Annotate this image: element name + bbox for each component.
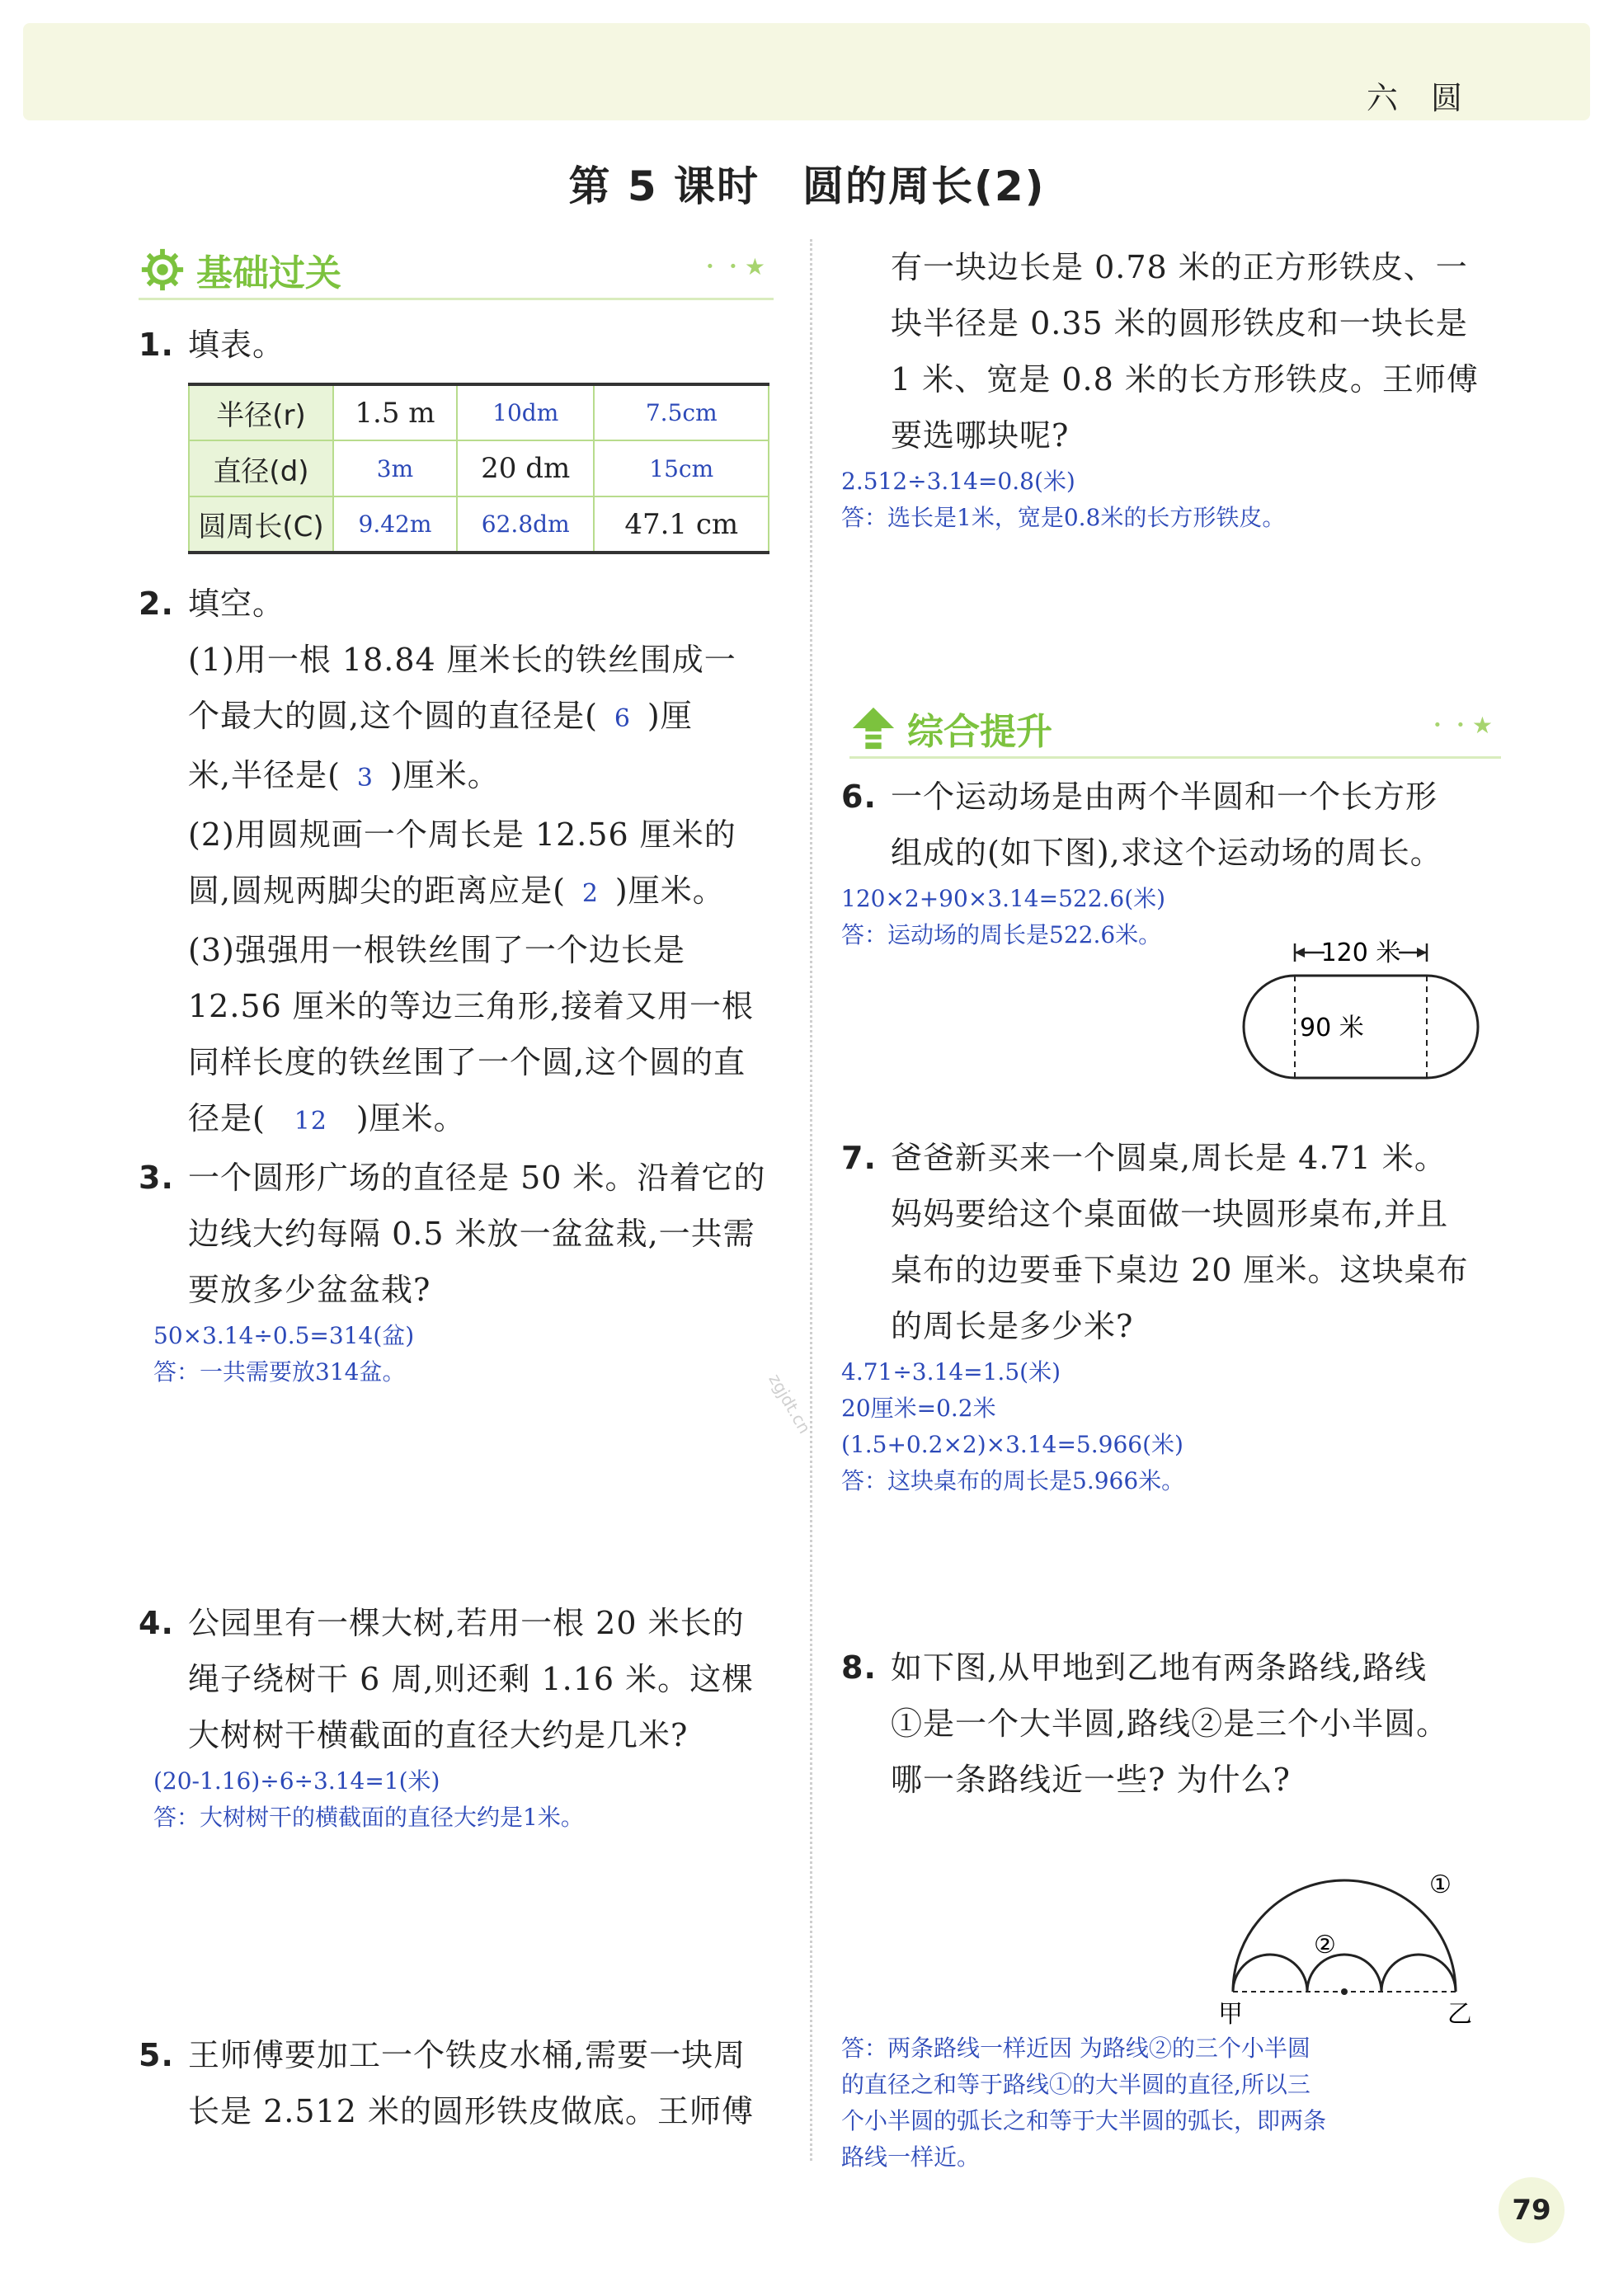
problem-4 <box>139 1595 774 1763</box>
text-line: 一个圆形广场的直径是 50 米。沿着它的 <box>188 1160 766 1196</box>
gear-icon <box>139 246 186 294</box>
text-line: ①是一个大半圆,路线②是三个小半圆。 <box>891 1706 1449 1742</box>
answer-line: 个小半圆的弧长之和等于大半圆的弧长，即两条 <box>841 2107 1327 2134</box>
problem-number: 8. <box>841 1649 877 1686</box>
problem-number: 3. <box>139 1160 174 1196</box>
text-segment: 圆,圆规两脚尖的距离应是( <box>188 873 566 909</box>
section-advanced-header <box>849 698 1501 759</box>
blank-answer: 2 <box>581 879 599 908</box>
routes-figure <box>1208 1864 1480 2029</box>
section-basic-header <box>139 239 774 300</box>
answer-line: (1.5+0.2×2)×3.14=5.966(米) <box>841 1431 1183 1458</box>
star-icon: ・・★ <box>698 253 765 280</box>
text-segment: )厘米。 <box>614 873 725 909</box>
text-line: (2)用圆规画一个周长是 12.56 厘米的 <box>188 816 736 853</box>
answer-line: 50×3.14÷0.5=314(盆) <box>153 1322 415 1349</box>
text-line: 一个运动场是由两个半圆和一个长方形 <box>891 779 1438 815</box>
problem-number: 4. <box>139 1605 174 1641</box>
row-label: 圆周长(C) <box>189 496 333 553</box>
end-point-label: 乙 <box>1447 2000 1472 2029</box>
text-line: 要选哪块呢? <box>891 417 1070 454</box>
answer-line: (20-1.16)÷6÷3.14=1(米) <box>153 1767 440 1795</box>
track-length-label: 120 米 <box>1320 939 1401 967</box>
column-divider <box>810 239 812 2161</box>
text-line: 有一块边长是 0.78 米的正方形铁皮、一 <box>891 249 1468 285</box>
problem-6 <box>841 769 1501 881</box>
table-cell: 47.1 cm <box>594 496 769 553</box>
blank-answer: 12 <box>294 1107 327 1136</box>
star-icon: ・・★ <box>1425 712 1493 739</box>
text-line: (3)强强用一根铁丝围了一个边长是 <box>188 932 685 968</box>
table-cell: 1.5 m <box>333 384 457 440</box>
section-basic-label: 基础过关 <box>196 252 341 294</box>
table-cell: 20 dm <box>457 440 595 496</box>
page-title: 第 5 课时 圆的周长(2) <box>568 162 1046 210</box>
text-segment: )厘米。 <box>355 1100 466 1136</box>
answer-7 <box>841 1354 1501 1499</box>
problem-3 <box>139 1150 774 1318</box>
center-dot <box>1341 1988 1348 1995</box>
section-advanced-label: 综合提升 <box>907 711 1052 753</box>
text-line: 同样长度的铁丝围了一个圆,这个圆的直 <box>188 1044 746 1080</box>
answer-line: 答：选长是1米，宽是0.8米的长方形铁皮。 <box>841 504 1286 531</box>
text-line: 桌布的边要垂下桌边 20 厘米。这块桌布 <box>891 1252 1469 1288</box>
text-line <box>188 1090 774 1150</box>
text-line: 要放多少盆盆栽? <box>188 1272 431 1308</box>
header-band <box>23 23 1590 120</box>
text-line: 1 米、宽是 0.8 米的长方形铁皮。王师傅 <box>891 361 1479 398</box>
text-line: (1)用一根 18.84 厘米长的铁丝围成一 <box>188 642 736 678</box>
table-cell-answer: 10dm <box>457 384 595 440</box>
route-1-label: ① <box>1429 1870 1452 1899</box>
problem-number: 7. <box>841 1140 877 1176</box>
answer-line: 答：两条路线一样近因 为路线②的三个小半圆 <box>841 2035 1310 2062</box>
problem-1 <box>139 317 774 373</box>
watermark: zgjdt.cn <box>765 1370 815 1437</box>
text-line: 妈妈要给这个桌面做一块圆形桌布,并且 <box>891 1196 1449 1232</box>
chapter-tag: 六 圆 <box>1366 80 1474 116</box>
row-label: 直径(d) <box>189 440 333 496</box>
text-line: 如下图,从甲地到乙地有两条路线,路线 <box>891 1649 1428 1686</box>
answer-line: 20厘米=0.2米 <box>841 1395 996 1422</box>
row-label: 半径(r) <box>189 384 333 440</box>
start-point-label: 甲 <box>1218 2000 1243 2029</box>
text-segment: 径是( <box>188 1100 266 1136</box>
table-cell-answer: 3m <box>333 440 457 496</box>
text-line: 王师傅要加工一个铁皮水桶,需要一块周 <box>188 2037 746 2073</box>
problem-text: 填表。 <box>188 327 285 363</box>
table-row <box>189 384 769 440</box>
answer-3 <box>153 1318 774 1390</box>
text-line: 哪一条路线近一些? 为什么? <box>891 1762 1291 1798</box>
text-line <box>188 688 774 747</box>
text-line: 公园里有一棵大树,若用一根 20 米长的 <box>188 1605 745 1641</box>
text-line: 绳子绕树干 6 周,则还剩 1.16 米。这棵 <box>188 1661 755 1697</box>
text-line: 爸爸新买来一个圆桌,周长是 4.71 米。 <box>891 1140 1447 1176</box>
problem-2 <box>139 576 774 1150</box>
answer-line: 答：大树树干的横截面的直径大约是1米。 <box>153 1804 584 1831</box>
problem-7 <box>841 1130 1501 1354</box>
problem-text: 填空。 <box>188 586 285 622</box>
answer-line: 答：运动场的周长是522.6米。 <box>841 921 1162 948</box>
problem-number: 6. <box>841 779 877 815</box>
page-number: 79 <box>1499 2177 1565 2243</box>
text-line: 大树树干横截面的直径大约是几米? <box>188 1717 689 1753</box>
table-cell-answer: 15cm <box>594 440 769 496</box>
text-line: 12.56 厘米的等边三角形,接着又用一根 <box>188 988 754 1024</box>
text-line: 组成的(如下图),求这个运动场的周长。 <box>891 835 1442 871</box>
route-1-arc <box>1233 1880 1456 1992</box>
blank-answer: 6 <box>614 704 631 733</box>
section-underline <box>139 298 774 300</box>
text-line: 边线大约每隔 0.5 米放一盆盆栽,一共需 <box>188 1216 755 1252</box>
table-cell-answer: 9.42m <box>333 496 457 553</box>
answer-line: 答：这块桌布的周长是5.966米。 <box>841 1467 1185 1494</box>
text-line <box>188 747 774 807</box>
text-line: 的周长是多少米? <box>891 1308 1134 1344</box>
answer-line: 2.512÷3.14=0.8(米) <box>841 468 1075 495</box>
text-segment: 米,半径是( <box>188 757 341 793</box>
table-row <box>189 440 769 496</box>
problem-8 <box>841 1640 1501 1808</box>
text-line: 长是 2.512 米的圆形铁皮做底。王师傅 <box>188 2093 754 2129</box>
answer-line: 答：一共需要放314盆。 <box>153 1358 406 1386</box>
problem-number: 2. <box>139 586 174 622</box>
answer-line: 120×2+90×3.14=522.6(米) <box>841 885 1166 912</box>
left-column <box>139 239 774 2139</box>
text-segment: )厘米。 <box>389 757 500 793</box>
route-2-label: ② <box>1314 1931 1336 1960</box>
problem-number: 1. <box>139 327 174 363</box>
answer-line: 的直径之和等于路线①的大半圆的直径,所以三 <box>841 2071 1310 2098</box>
problem-number: 5. <box>139 2037 174 2073</box>
answer-line: 4.71÷3.14=1.5(米) <box>841 1358 1061 1386</box>
section-underline <box>849 756 1501 759</box>
answer-8 <box>841 2030 1468 2176</box>
blank-answer: 3 <box>356 764 374 793</box>
problem-5 <box>139 2027 774 2139</box>
problem-5-continued <box>841 239 1501 463</box>
answer-4 <box>153 1763 774 1836</box>
answer-line: 路线一样近。 <box>841 2143 981 2171</box>
answer-5 <box>841 463 1501 536</box>
table-row <box>189 496 769 553</box>
text-segment: 个最大的圆,这个圆的直径是( <box>188 698 598 734</box>
text-line: 块半径是 0.35 米的圆形铁皮和一块长是 <box>891 305 1468 341</box>
text-segment: )厘 <box>647 698 693 734</box>
track-width-label: 90 米 <box>1300 1014 1364 1042</box>
table-cell-answer: 7.5cm <box>594 384 769 440</box>
route-2-arcs <box>1233 1955 1456 1992</box>
table-cell-answer: 62.8dm <box>457 496 595 553</box>
text-line <box>188 863 774 922</box>
fill-table <box>188 383 769 554</box>
arrow-up-icon <box>849 704 897 752</box>
track-figure <box>1237 932 1485 1089</box>
